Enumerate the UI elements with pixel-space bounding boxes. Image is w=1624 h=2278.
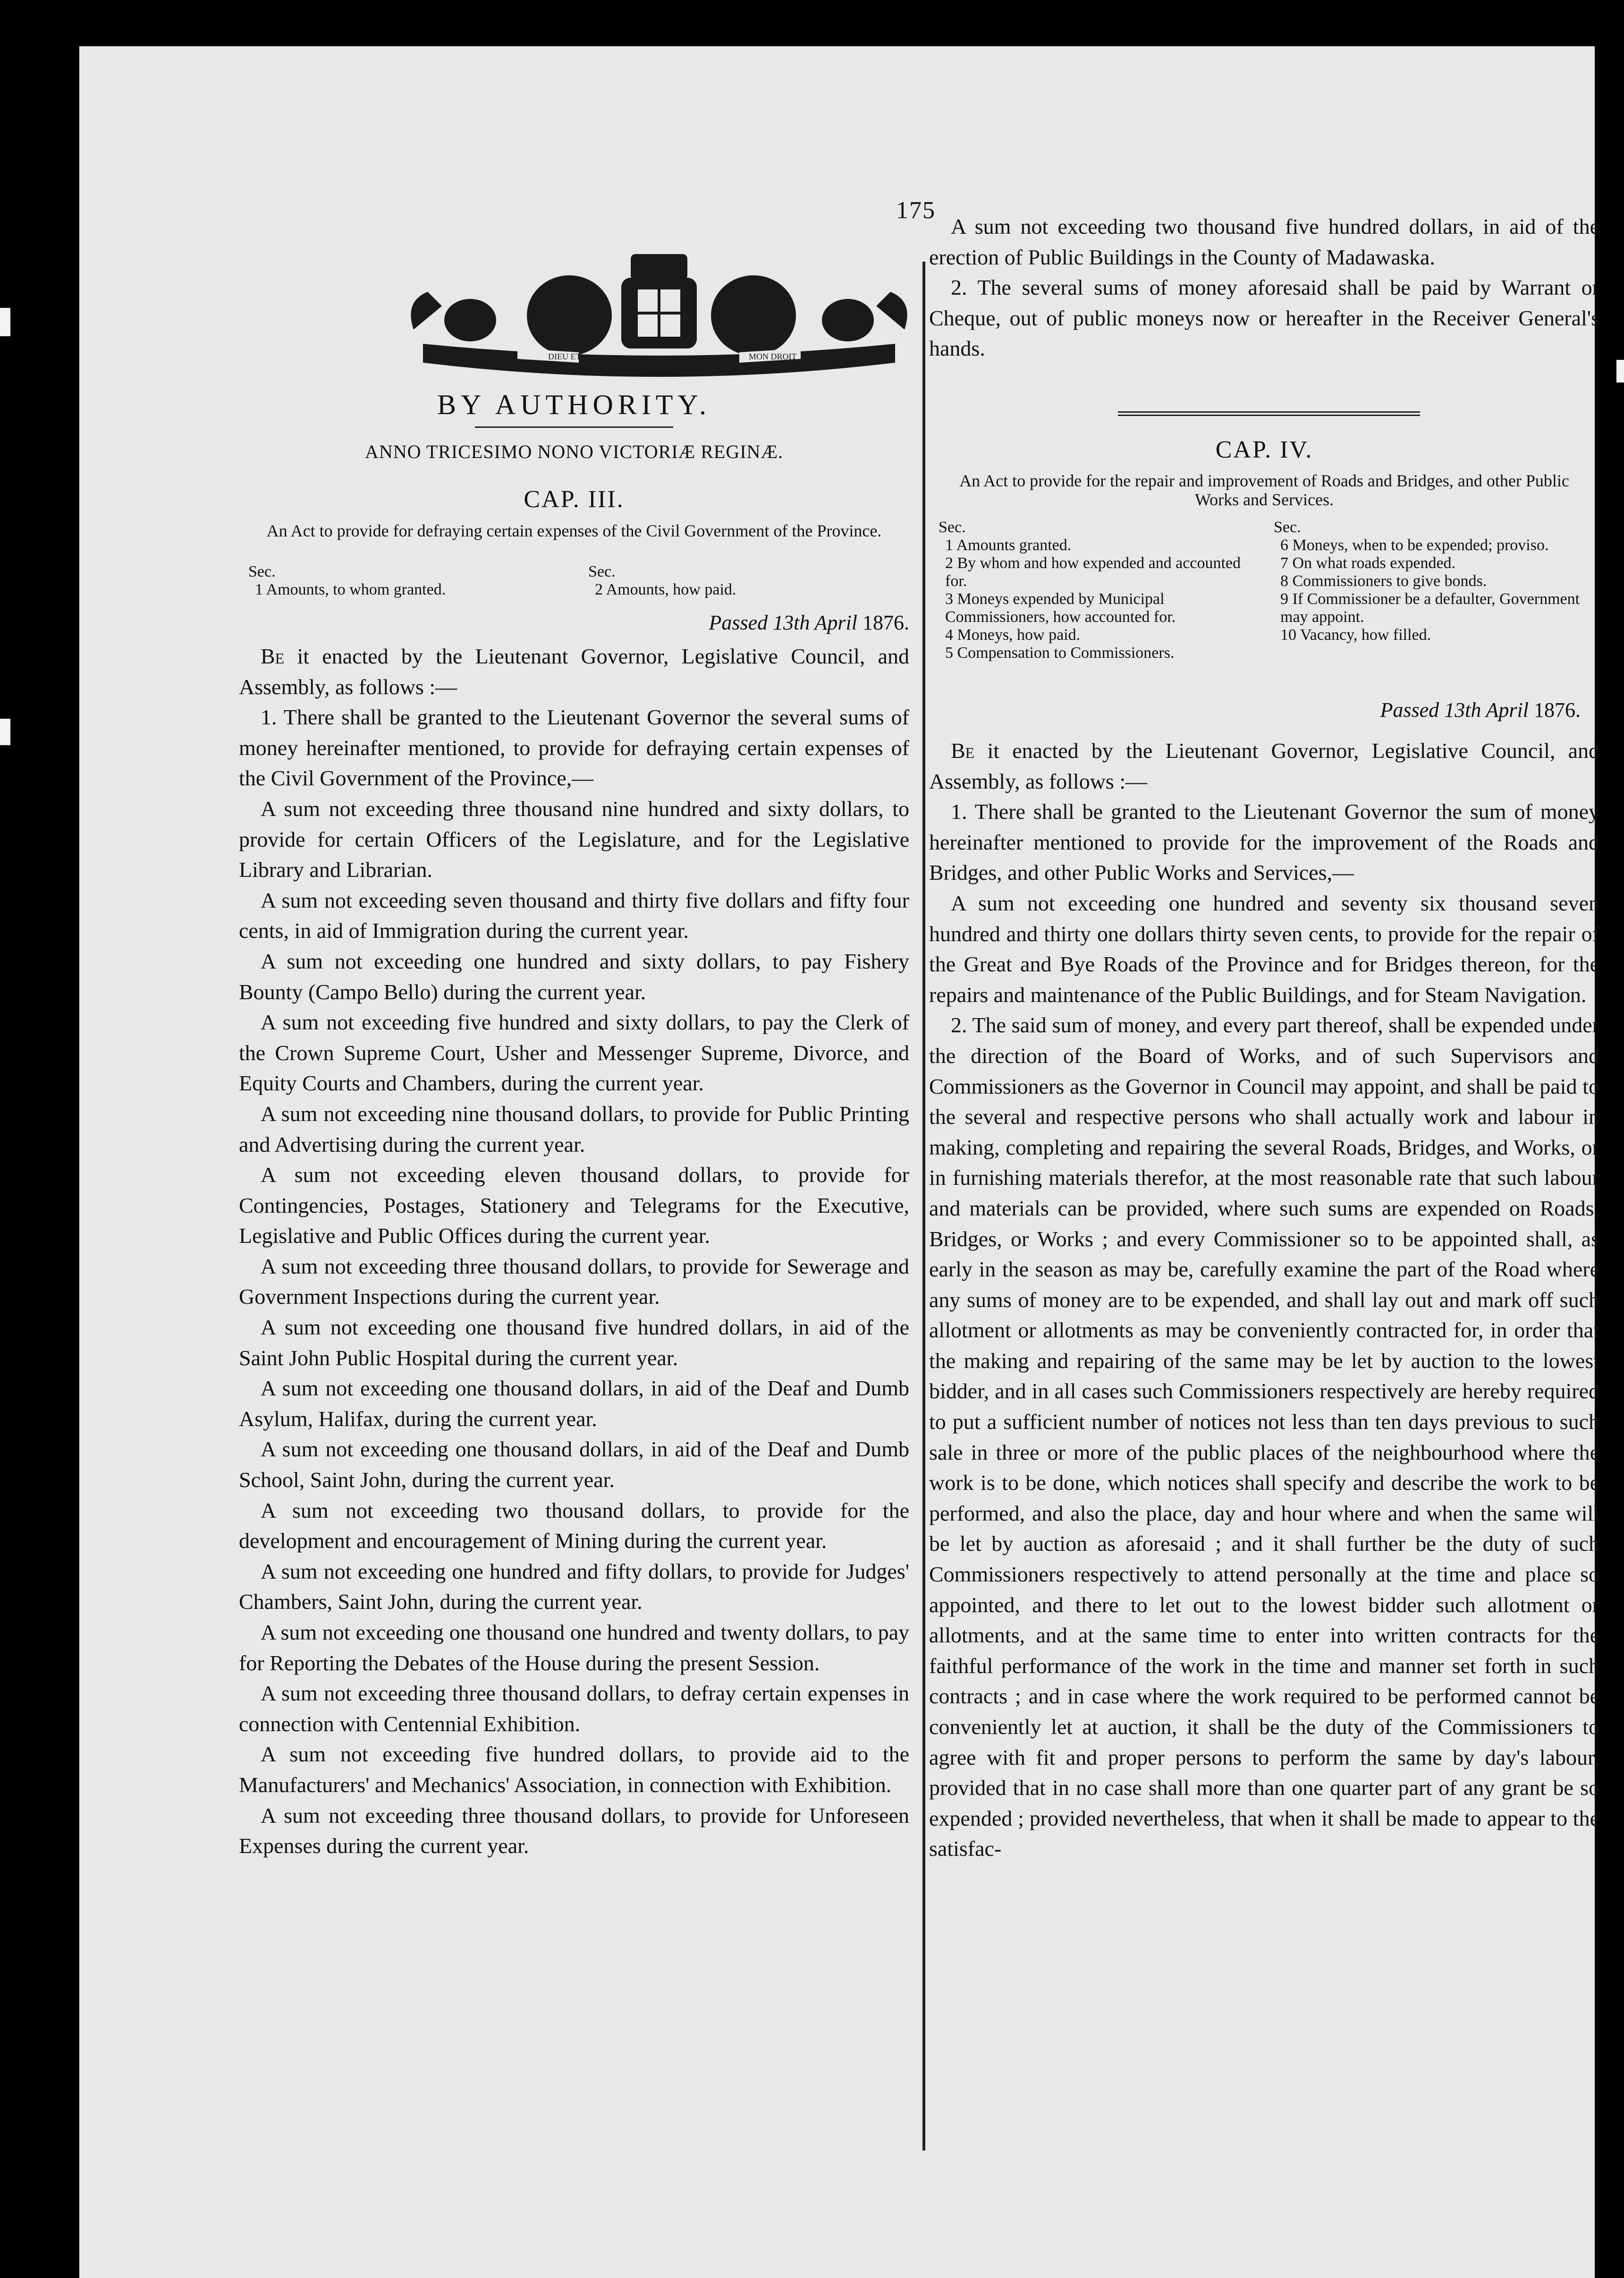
grant-item: A sum not exceeding one hundred and fifty dollars, to provide for Judges' Chambers, Saint John, during the current year. [239,1559,909,1614]
grant-item: A sum not exceeding three thousand dollars, to defray certain expenses in connection with Centennial Exhibition. [239,1681,909,1736]
right-edge-mark [1616,360,1624,382]
royal-crest-icon [376,249,942,386]
toc-sec-head: Sec. [1274,518,1301,536]
toc-sec-head: Sec. [939,518,966,536]
grant-item: A sum not exceeding one thousand dollars, in aid of the Deaf and Dumb Asylum, Halifax, during the current year. [239,1376,909,1431]
enacting-clause: Be it enacted by the Lieutenant Governor, Legislative Council, and Assembly, as follows :— [239,644,909,699]
toc-item: 8 Commissioners to give bonds. [1280,572,1487,590]
cap-iii-heading: CAP. III. [524,486,625,513]
passed-label: Passed [1380,698,1439,722]
cap-iii-title: An Act to provide for defraying certain expenses of the Civil Government of the Province. [266,521,882,540]
page-number: 175 [896,197,936,224]
grant-item: A sum not exceeding three thousand dollars, to provide for Unforeseen Expenses during the current year. [239,1803,909,1858]
cap-iv-toc-right [1274,518,1599,644]
cap-iv-heading: CAP. IV. [1215,436,1313,463]
toc-item: 2 Amounts, how paid. [595,581,736,598]
left-edge-tab-lower [0,719,10,745]
column-divider [922,262,925,2150]
grant-item: A sum not exceeding one hundred and sixty dollars, to pay Fishery Bounty (Campo Bello) during the current year. [239,949,909,1004]
grant-item: A sum not exceeding seven thousand and thirty five dollars and fifty four cents, in aid of Immigration during the current year. [239,888,909,943]
grant-item: A sum not exceeding two thousand dollars, to provide for the development and encouragement of Mining during the current year. [239,1498,909,1553]
passed-label: Passed [709,611,768,634]
toc-item: 10 Vacancy, how filled. [1280,626,1431,644]
grant-item: A sum not exceeding five hundred and sixty dollars, to pay the Clerk of the Crown Supreme Court, Usher and Messenger Supreme, Divorce, and Equity Courts and Chambers, during the current year. [239,1010,909,1096]
cap-iv-toc-left [939,518,1264,662]
cap-iii-body-left [239,641,909,1862]
toc-item: 1 Amounts, to whom granted. [255,581,446,598]
grant-item: A sum not exceeding two thousand five hundred dollars, in aid of the erection of Public Buildings in the County of Madawaska. [929,214,1599,269]
grant-item: A sum not exceeding eleven thousand dollars, to provide for Contingencies, Postages, Stationery and Telegrams for the Executive, Legislative and Public Offices during the current year. [239,1163,909,1248]
passed-date: 13th April [773,611,857,634]
toc-item: 1 Amounts granted. [945,536,1072,554]
toc-item: 5 Compensation to Commissioners. [945,644,1175,662]
cap-iv-title: An Act to provide for the repair and improvement of Roads and Bridges, and other Public Works and Services. [959,471,1569,509]
section-divider [1118,411,1420,416]
cap-iii-body-right [929,212,1599,364]
regnal-year: ANNO TRICESIMO NONO VICTORIÆ REGINÆ. [364,441,784,462]
cap-iv-body [929,736,1599,1864]
cap-iii-toc-left [248,563,569,599]
toc-sec-head: Sec. [248,563,276,580]
grant-item: A sum not exceeding five hundred dollars, to provide aid to the Manufacturers' and Mechanics' Association, in connection with Exhibition. [239,1742,909,1797]
toc-item: 9 If Commissioner be a defaulter, Government may appoint. [1280,590,1580,626]
grant-item: A sum not exceeding one thousand dollars, in aid of the Deaf and Dumb School, Saint John, during the current year. [239,1437,909,1492]
heading-rule [475,426,673,428]
passed-date: 13th April [1444,698,1529,722]
crest-motto-right: MON DROIT [749,352,797,361]
grant-item: A sum not exceeding nine thousand dollars, to provide for Public Printing and Advertising during the current year. [239,1101,909,1156]
by-authority-heading: BY AUTHORITY. [437,389,711,420]
document-page [79,46,1599,2278]
grant-item: A sum not exceeding three thousand dollars, to provide for Sewerage and Government Inspections during the current year. [239,1254,909,1309]
cap-iii-passed [239,611,909,635]
crest-motto-left: DIEU ET [548,352,581,361]
section-1: 1. There shall be granted to the Lieutenant Governor the sum of money hereinafter mentioned to provide for the improvement of the Roads and Bridges, and other Public Works and Services,— [929,799,1599,885]
section-2: 2. The several sums of money aforesaid shall be paid by Warrant or Cheque, out of public moneys now or hereafter in the Receiver General's hands. [929,275,1599,361]
passed-year: 1876. [1534,698,1581,722]
grant-item: A sum not exceeding one thousand five hundred dollars, in aid of the Saint John Public Hospital during the current year. [239,1315,909,1370]
passed-year: 1876. [863,611,909,634]
toc-item: 4 Moneys, how paid. [945,626,1081,644]
section-1: 1. There shall be granted to the Lieutenant Governor the several sums of money hereinafter mentioned, to provide for defraying certain expenses of the Civil Government of the Province,— [239,705,909,790]
section-2: 2. The said sum of money, and every part thereof, shall be expended under the direction of the Board of Works, and of such Supervisors and Commissioners as the Governor in Council may appoint, and shall be paid to the several and respective persons who shall actually work and labour in making, completing and repairing the several Roads, Bridges, and Works, or in furnishing materials therefor, at the most reasonable rate that such labour and materials can be provided, where such sums are expended on Roads, Bridges, or Works ; and every Commissioner so to be appointed shall, as early in the season as may be, carefully examine the part of the Road where any sums of money are to be expended, and shall lay out and mark off such allotment or allotments as may be conveniently contracted for, in order that the making and repairing of the same may be let by auction to the lowest bidder, and in all cases such Commissioners respectively are hereby required to put a sufficient number of notices not less than ten days previous to such sale in three or more of the public places of the neighbourhood where the work is to be done, which notices shall specify and describe the work to be performed, and also the place, day and hour where and when the same will be let by auction as aforesaid ; and it shall further be the duty of such Commissioners respectively to attend personally at the time and place so appointed, and there to let out to the lowest bidder such allotment or allotments, and at the same time to enter into written contracts for the faithful performance of the work in the time and manner set forth in such contracts ; and in case where the work required to be performed cannot be conveniently let at auction, it shall be the duty of the Commissioners to agree with fit and proper persons to perform the same by day's labour, provided that in no case shall more than one quarter part of any grant be so expended ; provided nevertheless, that when it shall be made to appear to the satisfac- [929,1013,1599,1861]
grant-item: A sum not exceeding three thousand nine hundred and sixty dollars, to provide for certain Officers of the Legislature, and for the Legislative Library and Librarian. [239,796,909,882]
enacting-clause: Be it enacted by the Lieutenant Governor, Legislative Council, and Assembly, as follows :— [929,739,1599,793]
left-edge-tab [0,308,10,336]
toc-item: 7 On what roads expended. [1280,554,1456,572]
cap-iii-toc-right [588,563,909,599]
toc-item: 3 Moneys expended by Municipal Commissioners, how accounted for. [945,590,1176,626]
cap-iv-passed [929,698,1581,722]
grant-item: A sum not exceeding one hundred and seventy six thousand seven hundred and thirty one dollars thirty seven cents, to provide for the repair of the Great and Bye Roads of the Province and for Bridges thereon, for the repairs and maintenance of the Public Buildings, and for Steam Navigation. [929,891,1599,1007]
grant-item: A sum not exceeding one thousand one hundred and twenty dollars, to pay for Reporting the Debates of the House during the present Session. [239,1620,909,1675]
toc-item: 2 By whom and how expended and accounted for. [945,554,1241,590]
toc-sec-head: Sec. [588,563,616,580]
toc-item: 6 Moneys, when to be expended; proviso. [1280,536,1549,554]
